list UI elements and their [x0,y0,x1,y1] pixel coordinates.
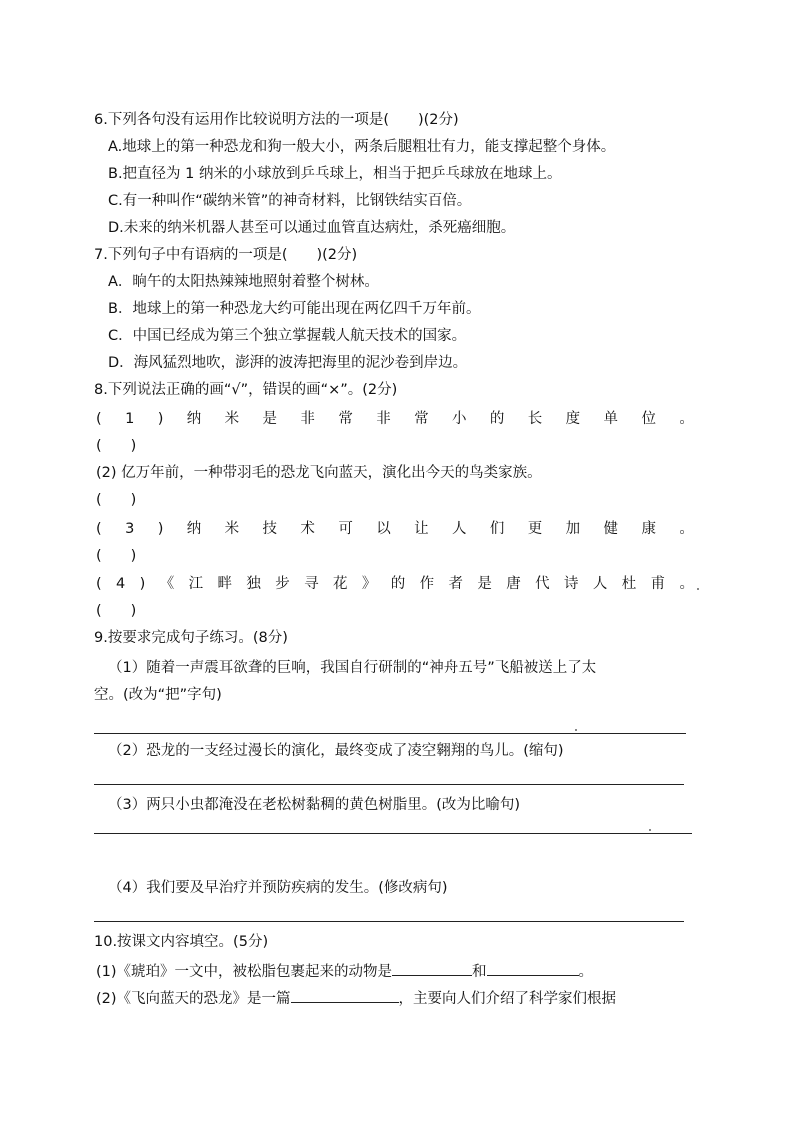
q7-option-d: D．海风猛烈地吹，澎湃的波涛把海里的泥沙卷到岸边。 [108,355,468,371]
q10-line-1: (1)《琥珀》一文中，被松脂包裹起来的动物是 和 。 [96,959,593,982]
q9-item-2-answer-line[interactable] [94,784,684,785]
stray-dot [575,729,577,731]
q10-blank-2[interactable] [487,959,579,976]
q10-blank-3[interactable] [291,986,399,1003]
q10-blank-1[interactable] [392,959,472,976]
q9-item-2: （2）恐龙的一支经过漫长的演化，最终变成了凌空翱翔的鸟儿。(缩句) [108,743,564,759]
q8-item-3: ( 3 ) 纳 米 技 术 可 以 让 人 们 更 加 健 康 。 [96,521,694,537]
q8-stem: 8.下列说法正确的画“√”，错误的画“×”。(2分) [94,382,398,398]
q9-item-1-line2: 空。(改为“把”字句) [94,687,222,703]
q9-item-1-line1: （1）随着一声震耳欲聋的巨响，我国自行研制的“神舟五号”飞船被送上了太 [108,660,597,676]
q6-stem: 6.下列各句没有运用作比较说明方法的一项是( )(2分) [94,112,459,128]
q9-stem: 9.按要求完成句子练习。(8分) [94,630,288,646]
q7-option-c: C．中国已经成为第三个独立掌握载人航天技术的国家。 [108,328,467,344]
q6-option-c: C.有一种叫作“碳纳米管”的神奇材料，比钢铁结实百倍。 [108,193,472,209]
q7-option-b: B．地球上的第一种恐龙大约可能出现在两亿四千万年前。 [108,301,481,317]
q8-item-2: (2) 亿万年前，一种带羽毛的恐龙飞向蓝天，演化出今天的鸟类家族。 [96,465,542,481]
q9-item-1-answer-line[interactable] [94,733,686,734]
q8-item-2-answer[interactable]: ( ) [96,492,137,508]
q10-line-2: (2)《飞向蓝天的恐龙》是一篇 ，主要向人们介绍了科学家们根据 [96,986,616,1009]
q9-item-4: （4）我们要及早治疗并预防疾病的发生。(修改病句) [108,880,448,896]
q6-option-a: A.地球上的第一种恐龙和狗一般大小，两条后腿粗壮有力，能支撑起整个身体。 [108,139,616,155]
q10-stem: 10.按课文内容填空。(5分) [94,934,269,950]
q8-item-1-answer[interactable]: ( ) [96,438,137,454]
q9-item-3-answer-line[interactable] [94,833,692,834]
stray-dot [649,829,651,831]
q8-item-4-answer[interactable]: ( ) [96,603,137,619]
q8-item-4: ( 4 ) 《 江 畔 独 步 寻 花 》 的 作 者 是 唐 代 诗 人 杜 甫 。 [96,576,694,592]
stray-dot [697,588,699,590]
q9-item-3: （3）两只小虫都淹没在老松树黏稠的黄色树脂里。(改为比喻句) [108,797,521,813]
q7-stem: 7.下列句子中有语病的一项是( )(2分) [94,247,358,263]
q8-item-3-answer[interactable]: ( ) [96,548,137,564]
q7-option-a: A．晌午的太阳热辣辣地照射着整个树林。 [108,274,379,290]
q8-item-1: ( 1 ) 纳 米 是 非 常 非 常 小 的 长 度 单 位 。 [96,411,694,427]
q9-item-4-answer-line[interactable] [94,921,684,922]
q6-option-d: D.未来的纳米机器人甚至可以通过血管直达病灶，杀死癌细胞。 [108,220,516,236]
q6-option-b: B.把直径为 1 纳米的小球放到乒乓球上，相当于把乒乓球放在地球上。 [108,166,562,182]
